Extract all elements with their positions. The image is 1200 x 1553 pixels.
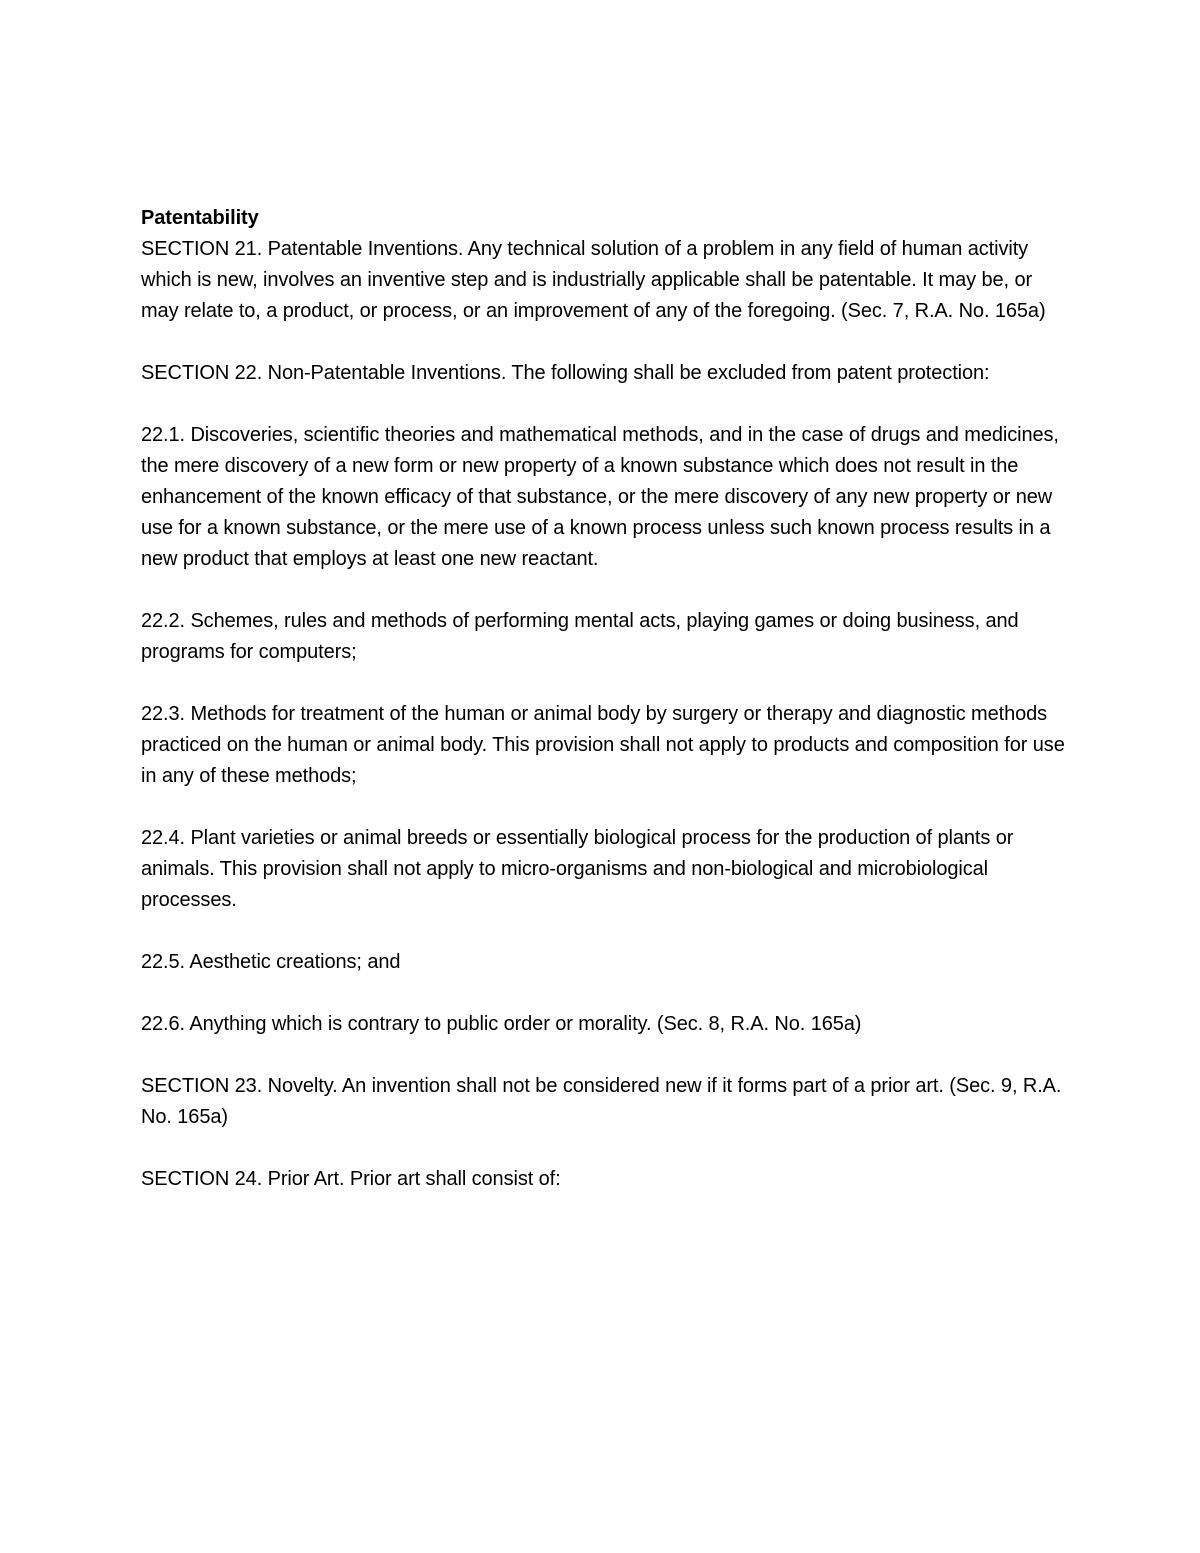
paragraph-22-3: 22.3. Methods for treatment of the human or animal body by surgery or therapy and diagnostic methods practiced on the human or animal body. This provision shall not apply to products and composition for use in any of these methods; — [141, 703, 1065, 787]
paragraph-section-24: SECTION 24. Prior Art. Prior art shall consist of: — [141, 1168, 561, 1190]
paragraph-section-23: SECTION 23. Novelty. An invention shall not be considered new if it forms part of a prior art. (Sec. 9, R.A. No. 165a) — [141, 1075, 1062, 1128]
paragraph-22-6: 22.6. Anything which is contrary to public order or morality. (Sec. 8, R.A. No. 165a) — [141, 1013, 862, 1035]
paragraph-section-22: SECTION 22. Non-Patentable Inventions. The following shall be excluded from patent protection: — [141, 362, 990, 384]
paragraph-22-5: 22.5. Aesthetic creations; and — [141, 951, 401, 973]
paragraph-section-21: SECTION 21. Patentable Inventions. Any technical solution of a problem in any field of human activity which is new, involves an inventive step and is industrially applicable shall be patentable. It may be, or may relate to, a product, or process, or an improvement of any of the foregoing. (Sec. 7, R.A. No. 165a) — [141, 238, 1046, 322]
section-heading: Patentability — [141, 207, 259, 229]
paragraph-22-1: 22.1. Discoveries, scientific theories and mathematical methods, and in the case of drugs and medicines, the mere discovery of a new form or new property of a known substance which does not result in the enhancement of the known efficacy of that substance, or the mere discovery of any new property or new use for a known substance, or the mere use of a known process unless such known process results in a new product that employs at least one new reactant. — [141, 424, 1059, 570]
paragraph-22-4: 22.4. Plant varieties or animal breeds or essentially biological process for the production of plants or animals. This provision shall not apply to micro-organisms and non-biological and microbiological processes. — [141, 827, 1014, 911]
document-body — [141, 203, 1066, 1226]
paragraph-22-2: 22.2. Schemes, rules and methods of performing mental acts, playing games or doing business, and programs for computers; — [141, 610, 1019, 663]
